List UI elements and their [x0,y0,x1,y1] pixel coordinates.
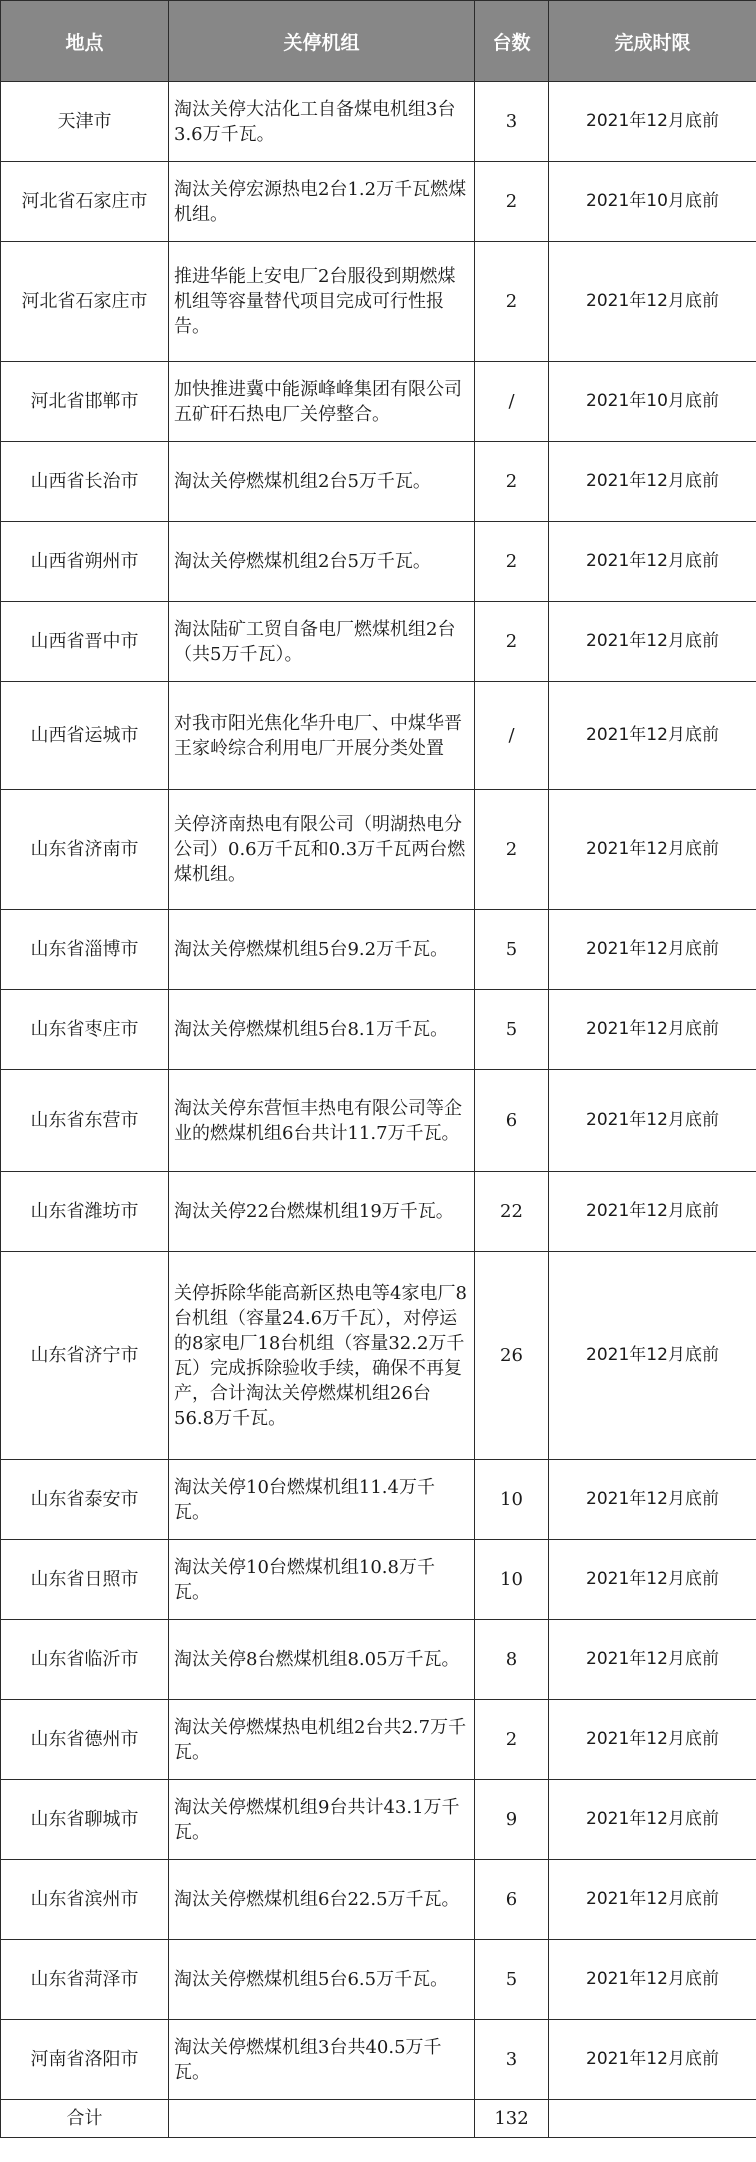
row-deadline: 2021年12月底前 [549,1780,756,1860]
row-deadline: 2021年12月底前 [549,990,756,1070]
total-label: 合计 [1,2100,169,2138]
row-deadline: 2021年12月底前 [549,522,756,602]
total-count: 132 [475,2100,549,2138]
row-unit: 淘汰关停燃煤机组3台共40.5万千瓦。 [169,2020,475,2100]
header-location: 地点 [1,1,169,82]
row-location: 山西省朔州市 [1,522,169,602]
table-row [1,1540,756,1620]
row-count: 3 [475,2020,549,2100]
row-deadline: 2021年12月底前 [549,1252,756,1460]
row-location: 山东省滨州市 [1,1860,169,1940]
table-row [1,1620,756,1700]
row-unit: 关停济南热电有限公司（明湖热电分公司）0.6万千瓦和0.3万千瓦两台燃煤机组。 [169,790,475,910]
row-location: 山西省长治市 [1,442,169,522]
row-count: 10 [475,1540,549,1620]
row-count: 2 [475,602,549,682]
row-unit: 淘汰关停燃煤机组9台共计43.1万千瓦。 [169,1780,475,1860]
table-row [1,1252,756,1460]
table-row [1,910,756,990]
row-unit: 淘汰关停宏源热电2台1.2万千瓦燃煤机组。 [169,162,475,242]
row-deadline: 2021年12月底前 [549,442,756,522]
row-deadline: 2021年12月底前 [549,1540,756,1620]
row-deadline: 2021年12月底前 [549,1620,756,1700]
row-unit: 淘汰关停燃煤机组2台5万千瓦。 [169,522,475,602]
row-location: 山东省聊城市 [1,1780,169,1860]
row-deadline: 2021年12月底前 [549,1940,756,2020]
row-location: 河南省洛阳市 [1,2020,169,2100]
row-location: 山东省日照市 [1,1540,169,1620]
row-count: / [475,682,549,790]
row-count: 8 [475,1620,549,1700]
row-count: 26 [475,1252,549,1460]
row-deadline: 2021年10月底前 [549,162,756,242]
row-count: 2 [475,522,549,602]
table-row [1,1860,756,1940]
row-count: 5 [475,1940,549,2020]
row-deadline: 2021年12月底前 [549,682,756,790]
row-location: 山东省临沂市 [1,1620,169,1700]
row-deadline: 2021年12月底前 [549,790,756,910]
row-deadline: 2021年12月底前 [549,1700,756,1780]
total-unit-empty [169,2100,475,2138]
row-deadline: 2021年12月底前 [549,910,756,990]
row-unit: 推进华能上安电厂2台服役到期燃煤机组等容量替代项目完成可行性报告。 [169,242,475,362]
row-deadline: 2021年12月底前 [549,1860,756,1940]
table-row [1,1780,756,1860]
row-unit: 对我市阳光焦化华升电厂、中煤华晋王家岭综合利用电厂开展分类处置 [169,682,475,790]
table-row [1,442,756,522]
table-row [1,1172,756,1252]
row-unit: 淘汰关停燃煤热电机组2台共2.7万千瓦。 [169,1700,475,1780]
row-deadline: 2021年10月底前 [549,362,756,442]
table-row [1,1940,756,2020]
row-unit: 淘汰关停燃煤机组6台22.5万千瓦。 [169,1860,475,1940]
row-count: 6 [475,1860,549,1940]
row-unit: 淘汰关停燃煤机组5台8.1万千瓦。 [169,990,475,1070]
row-location: 山东省东营市 [1,1070,169,1172]
table-row [1,682,756,790]
row-location: 山东省泰安市 [1,1460,169,1540]
row-unit: 淘汰关停10台燃煤机组11.4万千瓦。 [169,1460,475,1540]
row-unit: 关停拆除华能高新区热电等4家电厂8台机组（容量24.6万千瓦），对停运的8家电厂18台机组（容量32.2万千瓦）完成拆除验收手续，确保不再复产，合计淘汰关停燃煤机组26台56.8万千瓦。 [169,1252,475,1460]
table-row [1,790,756,910]
row-location: 山东省潍坊市 [1,1172,169,1252]
row-count: 5 [475,990,549,1070]
row-unit: 加快推进冀中能源峰峰集团有限公司五矿矸石热电厂关停整合。 [169,362,475,442]
row-location: 山东省济宁市 [1,1252,169,1460]
row-count: 10 [475,1460,549,1540]
row-unit: 淘汰关停8台燃煤机组8.05万千瓦。 [169,1620,475,1700]
table-row [1,162,756,242]
row-count: 5 [475,910,549,990]
row-deadline: 2021年12月底前 [549,1172,756,1252]
row-unit: 淘汰关停燃煤机组2台5万千瓦。 [169,442,475,522]
row-count: 2 [475,162,549,242]
table-row [1,602,756,682]
row-count: 3 [475,82,549,162]
row-location: 山东省济南市 [1,790,169,910]
row-location: 山西省运城市 [1,682,169,790]
row-unit: 淘汰陆矿工贸自备电厂燃煤机组2台（共5万千瓦）。 [169,602,475,682]
table-row [1,1700,756,1780]
row-deadline: 2021年12月底前 [549,1460,756,1540]
row-unit: 淘汰关停大沽化工自备煤电机组3台3.6万千瓦。 [169,82,475,162]
row-unit: 淘汰关停东营恒丰热电有限公司等企业的燃煤机组6台共计11.7万千瓦。 [169,1070,475,1172]
header-deadline: 完成时限 [549,1,756,82]
table-header-row [1,1,756,82]
row-count: 9 [475,1780,549,1860]
row-count: / [475,362,549,442]
table-row [1,1070,756,1172]
row-location: 河北省石家庄市 [1,242,169,362]
row-location: 山东省菏泽市 [1,1940,169,2020]
row-location: 山东省淄博市 [1,910,169,990]
row-location: 山东省德州市 [1,1700,169,1780]
row-unit: 淘汰关停燃煤机组5台9.2万千瓦。 [169,910,475,990]
table-row [1,990,756,1070]
row-count: 2 [475,242,549,362]
header-count: 台数 [475,1,549,82]
row-count: 22 [475,1172,549,1252]
row-count: 2 [475,790,549,910]
row-count: 2 [475,1700,549,1780]
row-deadline: 2021年12月底前 [549,2020,756,2100]
header-unit: 关停机组 [169,1,475,82]
total-row [1,2100,756,2138]
row-deadline: 2021年12月底前 [549,602,756,682]
row-unit: 淘汰关停10台燃煤机组10.8万千瓦。 [169,1540,475,1620]
row-count: 6 [475,1070,549,1172]
row-location: 山西省晋中市 [1,602,169,682]
row-deadline: 2021年12月底前 [549,242,756,362]
row-deadline: 2021年12月底前 [549,1070,756,1172]
table-row [1,1460,756,1540]
total-deadline-empty [549,2100,756,2138]
table-row [1,242,756,362]
row-unit: 淘汰关停22台燃煤机组19万千瓦。 [169,1172,475,1252]
row-count: 2 [475,442,549,522]
table-row [1,362,756,442]
table-row [1,82,756,162]
row-location: 河北省邯郸市 [1,362,169,442]
table-row [1,522,756,602]
table-row [1,2020,756,2100]
row-location: 山东省枣庄市 [1,990,169,1070]
row-location: 天津市 [1,82,169,162]
row-unit: 淘汰关停燃煤机组5台6.5万千瓦。 [169,1940,475,2020]
row-deadline: 2021年12月底前 [549,82,756,162]
row-location: 河北省石家庄市 [1,162,169,242]
